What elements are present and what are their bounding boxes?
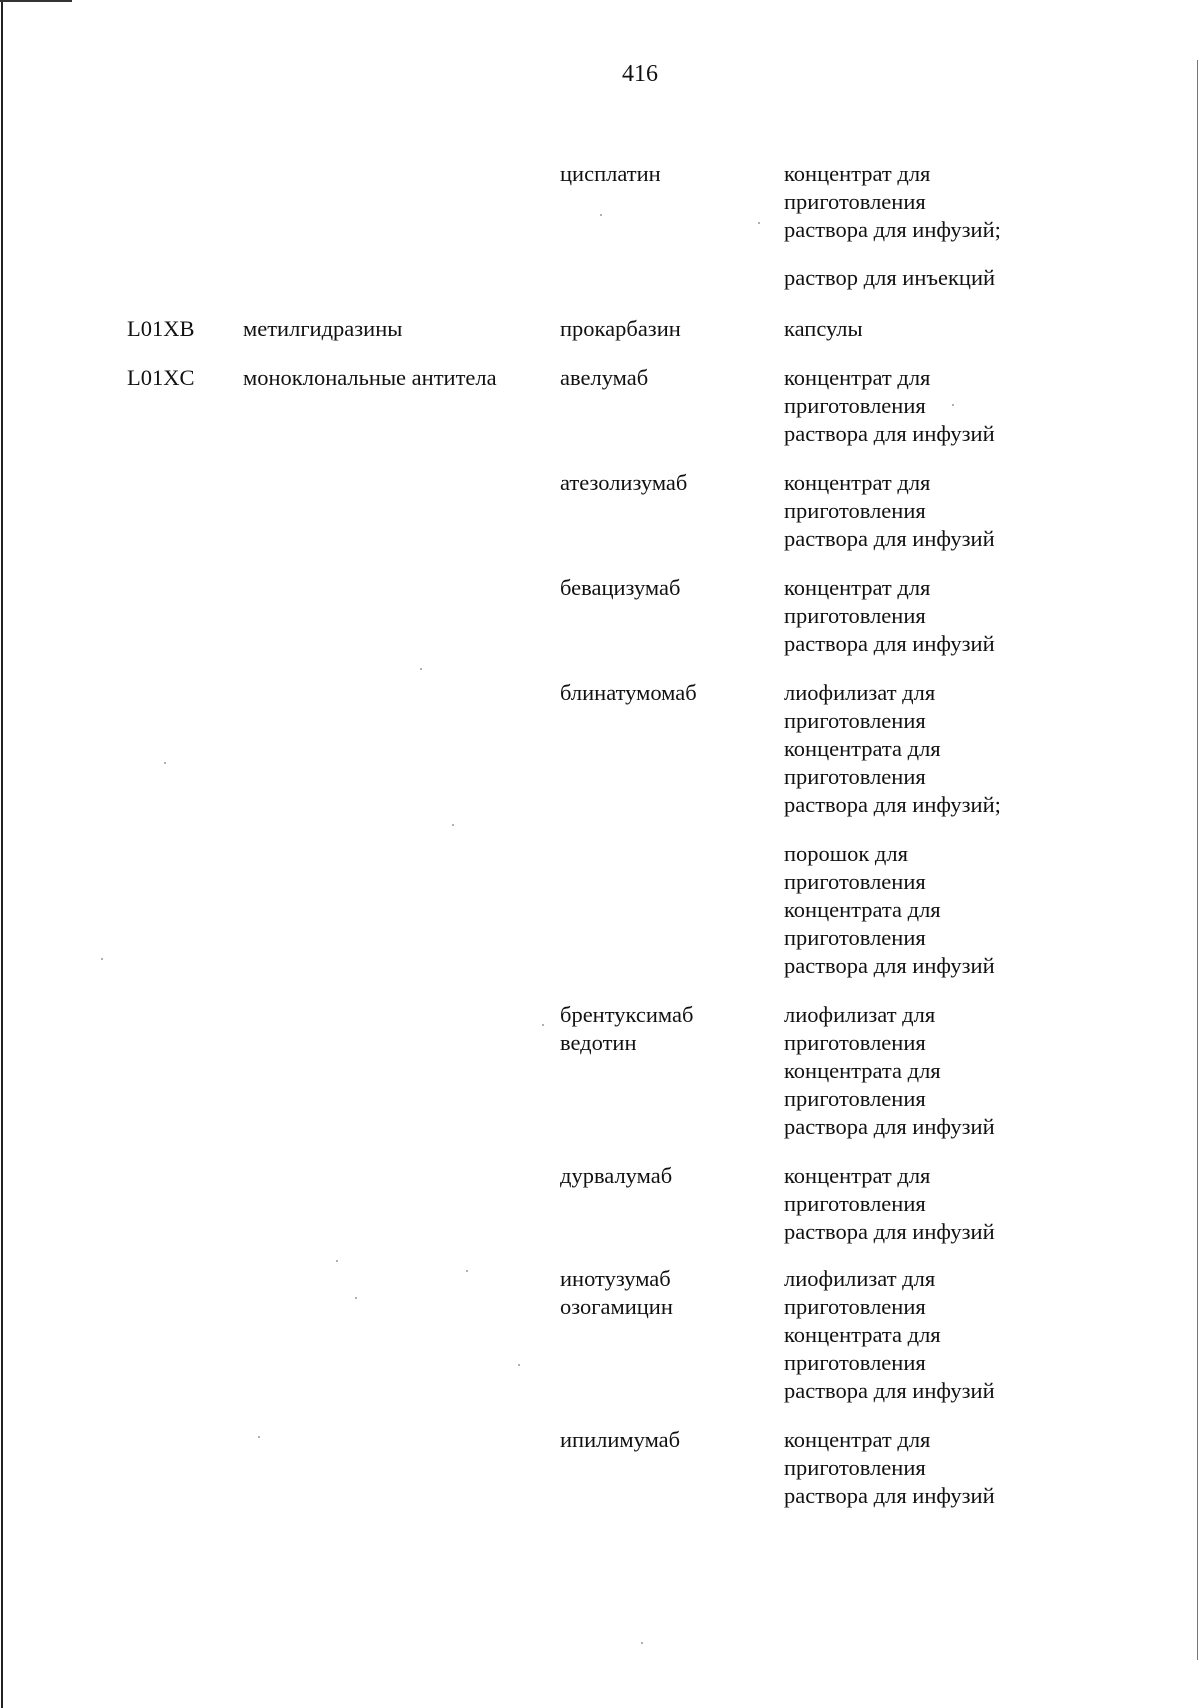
dosage-form-line: концентрат для (784, 365, 931, 390)
dosage-form-line: приготовления (784, 708, 926, 733)
dosage-form-line: приготовления (784, 189, 926, 214)
scan-edge-right (1197, 60, 1198, 1660)
drug-name (560, 1162, 760, 1190)
drug-name (560, 364, 760, 392)
dosage-form-line: концентрат для (784, 1427, 931, 1452)
dosage-form-line: приготовления (784, 603, 926, 628)
drug-name (560, 679, 760, 707)
dosage-form-line: приготовления (784, 498, 926, 523)
drug-name-line: инотузумаб (560, 1266, 671, 1291)
dosage-forms (784, 364, 1084, 448)
scan-speck (164, 762, 166, 764)
dosage-forms (784, 1265, 1084, 1405)
scan-speck (641, 1642, 643, 1644)
drug-name-line: ипилимумаб (560, 1427, 681, 1452)
dosage-form-line: концентрата для (784, 1322, 941, 1347)
dosage-forms (784, 1426, 1084, 1510)
drug-name (560, 315, 760, 343)
dosage-form-line: концентрата для (784, 1058, 941, 1083)
drug-name-line: прокарбазин (560, 316, 681, 341)
dosage-forms (784, 574, 1084, 658)
drug-name-line: атезолизумаб (560, 470, 688, 495)
drug-name-line: авелумаб (560, 365, 649, 390)
dosage-form-line: приготовления (784, 764, 926, 789)
dosage-form-line: капсулы (784, 316, 863, 341)
scan-speck (758, 222, 760, 224)
dosage-forms (784, 679, 1084, 980)
drug-name (560, 574, 760, 602)
atc-code: L01XB (127, 316, 195, 341)
drug-name-line: ведотин (560, 1030, 637, 1055)
drug-name-line: брентуксимаб (560, 1002, 694, 1027)
scan-speck (101, 958, 103, 960)
dosage-form-line: раствора для инфузий (784, 631, 995, 656)
dosage-form-line: приготовления (784, 1455, 926, 1480)
dosage-form-line: раствора для инфузий (784, 1483, 995, 1508)
scan-speck (452, 824, 454, 826)
drug-name (560, 1265, 760, 1321)
dosage-form-line: приготовления (784, 1086, 926, 1111)
dosage-forms (784, 469, 1084, 553)
drug-group: метилгидразины (243, 316, 403, 341)
drug-name (560, 160, 760, 188)
scan-edge-top (0, 0, 72, 2)
dosage-form-line: концентрат для (784, 470, 931, 495)
dosage-form-line: концентрат для (784, 161, 931, 186)
dosage-form-line: раствора для инфузий (784, 953, 995, 978)
atc-code: L01XC (127, 365, 195, 390)
dosage-form-line: концентрат для (784, 1163, 931, 1188)
dosage-form-line: приготовления (784, 1294, 926, 1319)
dosage-form-line: приготовления (784, 869, 926, 894)
page-number: 416 (622, 61, 658, 87)
dosage-form-line: раствора для инфузий (784, 1378, 995, 1403)
dosage-form-line: приготовления (784, 925, 926, 950)
scan-speck (355, 1297, 357, 1299)
drug-name-line: бевацизумаб (560, 575, 681, 600)
scan-speck (420, 668, 422, 670)
dosage-form-line: приготовления (784, 1350, 926, 1375)
drug-name-line: цисплатин (560, 161, 661, 186)
scan-speck (952, 404, 954, 406)
drug-name-line: дурвалумаб (560, 1163, 673, 1188)
drug-name (560, 1001, 760, 1057)
dosage-forms (784, 160, 1084, 292)
dosage-form-line: концентрата для (784, 736, 941, 761)
dosage-form-line: лиофилизат для (784, 1002, 936, 1027)
dosage-form-line: раствора для инфузий; (784, 217, 1001, 242)
dosage-form-line: лиофилизат для (784, 1266, 936, 1291)
dosage-form-line: раствора для инфузий (784, 421, 995, 446)
dosage-form-line: раствора для инфузий (784, 1219, 995, 1244)
dosage-forms (784, 1162, 1084, 1246)
drug-name (560, 1426, 760, 1454)
scan-speck (258, 1436, 260, 1438)
dosage-form-line: концентрата для (784, 897, 941, 922)
dosage-forms (784, 315, 1084, 343)
scan-speck (542, 1024, 544, 1026)
dosage-form-line: приготовления (784, 393, 926, 418)
scan-speck (466, 1270, 468, 1272)
dosage-form-line: раствора для инфузий (784, 1114, 995, 1139)
dosage-form-line: концентрат для (784, 575, 931, 600)
drug-name (560, 469, 760, 497)
scan-edge-left (1, 0, 3, 1708)
dosage-form-line: раствора для инфузий; (784, 792, 1001, 817)
drug-group: моноклональные антитела (243, 365, 497, 390)
drug-name-line: блинатумомаб (560, 680, 697, 705)
dosage-form-line: лиофилизат для (784, 680, 936, 705)
scan-speck (518, 1364, 520, 1366)
scan-speck (336, 1260, 338, 1262)
drug-name-line: озогамицин (560, 1294, 673, 1319)
dosage-form-line: порошок для (784, 841, 908, 866)
dosage-form-line: раствор для инъекций (784, 265, 996, 290)
scan-speck (600, 214, 602, 216)
dosage-form-line: приготовления (784, 1191, 926, 1216)
dosage-form-line: раствора для инфузий (784, 526, 995, 551)
dosage-forms (784, 1001, 1084, 1141)
dosage-form-line: приготовления (784, 1030, 926, 1055)
